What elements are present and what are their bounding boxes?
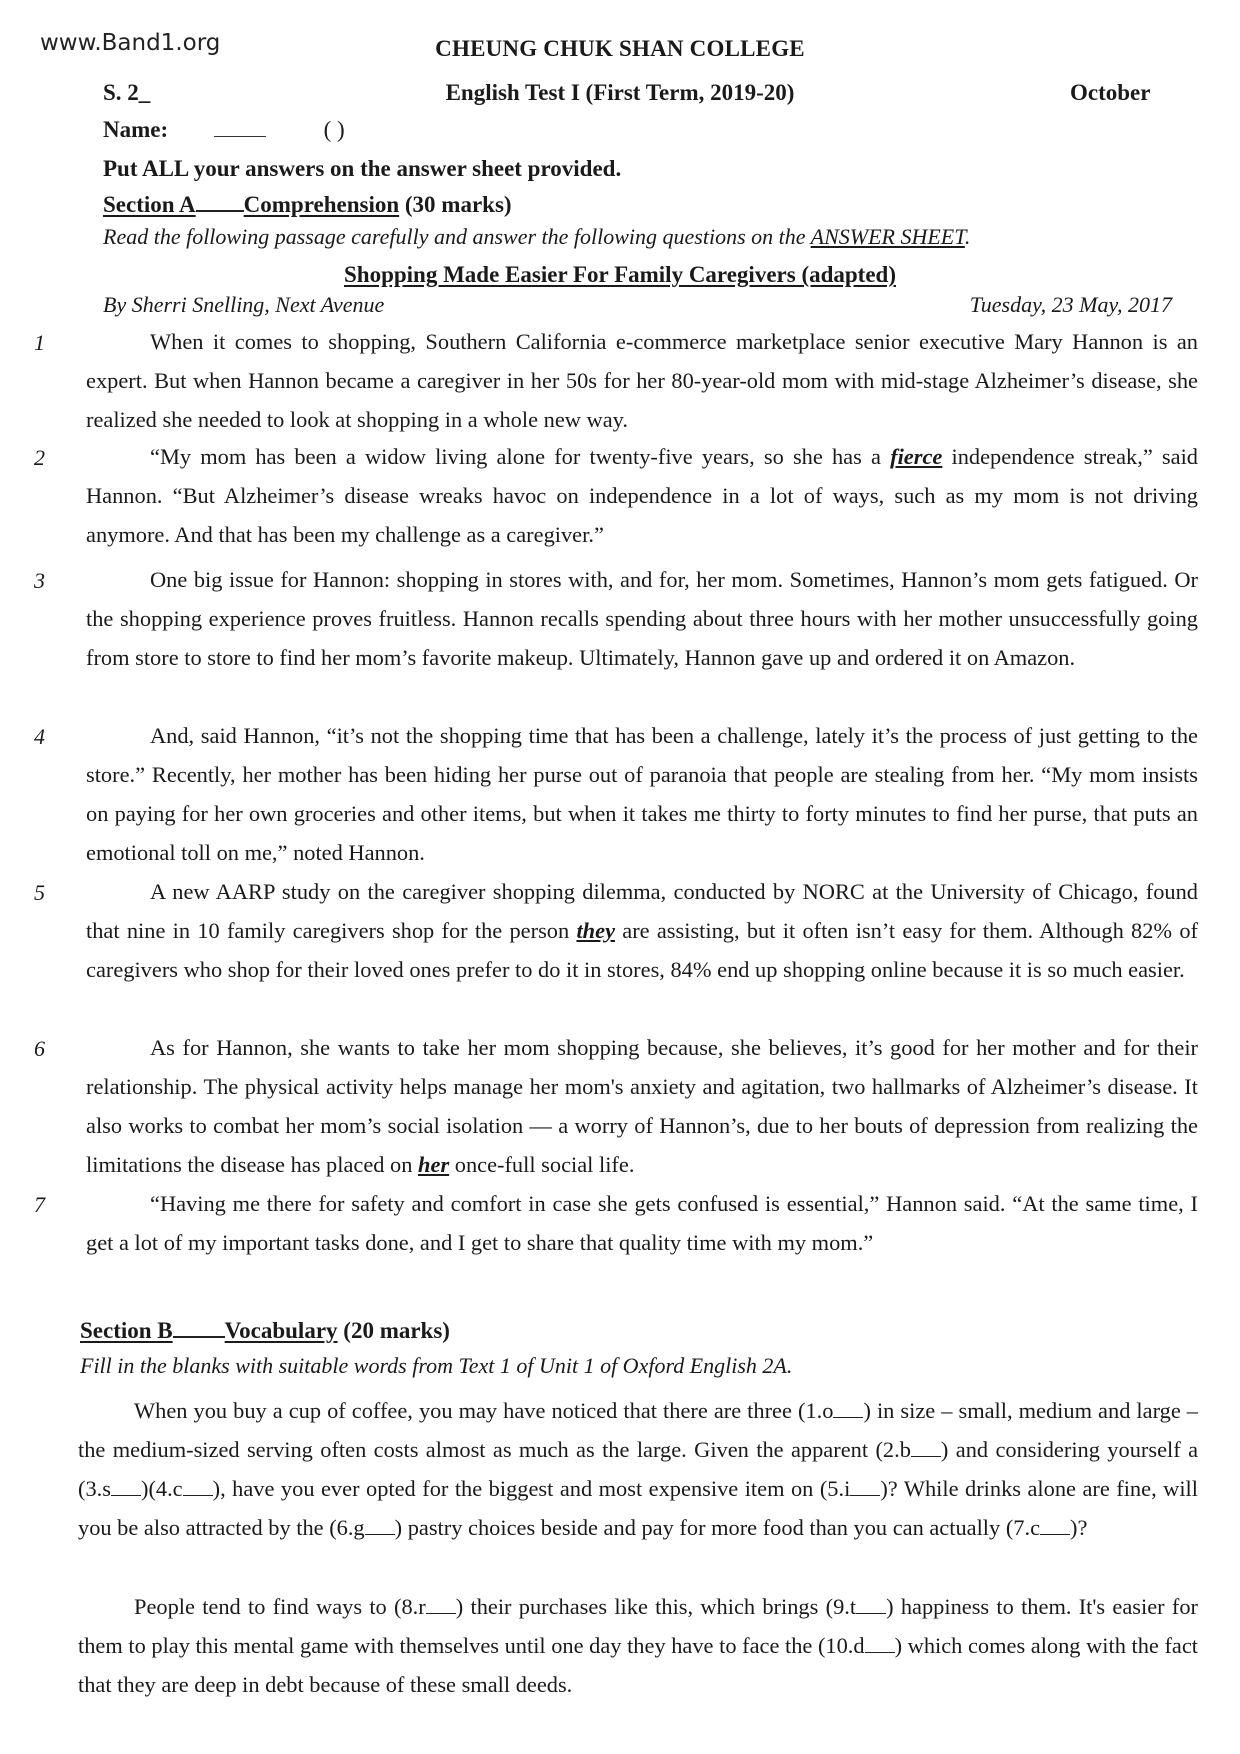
blank-line	[365, 1520, 395, 1535]
paren: )	[1070, 1515, 1078, 1540]
paragraph-text: As for Hannon, she wants to take her mom shopping because, she believes, it’s good for her mother and for their relationship. The physical activity helps manage her mom's anxiety and agitation, two hallmarks of Alzheimer’s disease. It also works to combat her mom’s social isolation — a worry of Hannon’s, due to her bouts of depression from realizing the limitations the disease has placed on	[86, 1035, 1198, 1177]
paragraph-number: 3	[34, 568, 45, 593]
paren: )	[394, 1515, 403, 1540]
instruction-end: .	[964, 224, 971, 249]
paragraph-number: 6	[34, 1036, 45, 1061]
paragraph-6	[86, 1028, 1198, 1184]
watermark: www.Band1.org	[40, 30, 221, 56]
paragraph-text: A new AARP study on the caregiver shopping dilemma, conducted by NORC at the University of Chicago, found that nine in 10 family caregivers shop for the person	[86, 879, 1198, 943]
text: ?	[1077, 1515, 1088, 1540]
school-name: CHEUNG CHUK SHAN COLLEGE	[435, 36, 805, 61]
article-title: Shopping Made Easier For Family Caregivers (adapted)	[344, 262, 896, 287]
blank-line	[111, 1481, 141, 1496]
text: and considering yourself a	[948, 1437, 1199, 1462]
blank-hint: (5.i	[819, 1476, 851, 1501]
paragraph-number: 2	[34, 445, 45, 470]
paren: )	[886, 1594, 894, 1619]
name-blank	[214, 118, 266, 137]
blank-hint: (6.g	[329, 1515, 365, 1540]
text: in size – small, medium and large – the medium-sized serving often costs almost as much as the large. Given the apparent	[78, 1398, 1199, 1462]
blank-line	[426, 1599, 456, 1614]
blank-7[interactable]	[1006, 1515, 1078, 1540]
section-a-topic: Comprehension	[243, 192, 400, 217]
emphasized-word-they: they	[576, 918, 616, 943]
blank-line	[911, 1442, 941, 1457]
paren: )	[140, 1476, 149, 1501]
paren: )	[863, 1398, 871, 1423]
section-b-label: Section B	[80, 1318, 173, 1343]
paragraph-1: When it comes to shopping, Southern California e-commerce marketplace senior executive Mary Hannon is an expert. But when Hannon became a caregiver in her 50s for her 80-year-old mom with mid-stage Alzheimer’s disease, she realized she needed to look at shopping in a whole new way.	[86, 329, 1198, 432]
emphasized-word-fierce: fierce	[890, 444, 943, 469]
general-instruction: Put ALL your answers on the answer sheet provided.	[103, 156, 622, 181]
blank-hint: (7.c	[1005, 1515, 1041, 1540]
section-b-instruction: Fill in the blanks with suitable words from Text 1 of Unit 1 of Oxford English 2A.	[80, 1353, 793, 1378]
text: which comes along with the fact that they are deep in debt because of these small deeds.	[78, 1633, 1199, 1697]
paragraph-number: 4	[34, 724, 45, 749]
blank-hint: (10.d	[817, 1633, 865, 1658]
text: When you buy a cup of coffee, you may have noticed that there are three	[134, 1398, 798, 1423]
paren: )	[940, 1437, 949, 1462]
section-a-instruction	[103, 224, 970, 250]
blank-2[interactable]	[875, 1437, 948, 1462]
blank-line	[833, 1403, 863, 1418]
blank-5[interactable]	[820, 1476, 888, 1501]
text: , have you ever opted for the biggest and most expensive item on	[220, 1476, 820, 1501]
section-b-topic: Vocabulary	[224, 1318, 338, 1343]
paragraph-2	[86, 437, 1198, 554]
paren: )	[894, 1633, 903, 1658]
section-a-marks: (30 marks)	[404, 192, 512, 217]
class-number-paren: ( )	[323, 117, 345, 142]
class-label: S. 2_	[103, 80, 151, 105]
paragraph-text: “My mom has been a widow living alone for twenty-five years, so she has a	[150, 444, 891, 469]
text: People tend to find ways to	[134, 1594, 395, 1619]
blank-6[interactable]	[329, 1515, 402, 1540]
name-label: Name:	[103, 117, 169, 142]
blank-4[interactable]	[148, 1476, 220, 1501]
blank-line	[850, 1481, 880, 1496]
blank-3[interactable]	[78, 1476, 148, 1501]
blank-hint: (4.c	[148, 1476, 183, 1501]
section-b-heading	[80, 1316, 450, 1344]
underline-gap	[173, 1316, 225, 1338]
paren: )	[880, 1476, 888, 1501]
blank-line	[856, 1599, 886, 1614]
paragraph-5	[86, 872, 1198, 989]
text: their purchases like this, which brings	[463, 1594, 826, 1619]
section-a-label: Section A	[103, 192, 196, 217]
blank-line	[1040, 1520, 1070, 1535]
paragraph-7: “Having me there for safety and comfort in case she gets confused is essential,” Hannon said. “At the same time, I get a lot of my important tasks done, and I get to share that quality time with my mom.”	[86, 1191, 1198, 1255]
blank-10[interactable]	[818, 1633, 902, 1658]
paragraph-number: 1	[34, 330, 45, 355]
paragraph-3: One big issue for Hannon: shopping in stores with, and for, her mom. Sometimes, Hannon’s mom gets fatigued. Or the shopping experience proves fruitless. Hannon recalls spending about three hours with her mother unsuccessfully going from store to store to find her mom’s favorite makeup. Ultimately, Hannon gave up and ordered it on Amazon.	[86, 567, 1198, 670]
blank-hint: (2.b	[875, 1437, 911, 1462]
blank-hint: (3.s	[78, 1476, 111, 1501]
test-title: English Test I (First Term, 2019-20)	[445, 80, 795, 105]
paren: )	[455, 1594, 464, 1619]
article-byline: By Sherri Snelling, Next Avenue	[103, 292, 385, 317]
name-line	[103, 117, 345, 143]
paragraph-4: And, said Hannon, “it’s not the shopping time that has been a challenge, lately it’s the process of just getting to the store.” Recently, her mother has been hiding her purse out of paranoia that people are stealing from her. “My mom insists on paying for her own groceries and other items, but when it takes me thirty to forty minutes to find her purse, that puts an emotional toll on me,” noted Hannon.	[86, 723, 1198, 865]
vocabulary-paragraph-2	[78, 1587, 1198, 1704]
blank-9[interactable]	[826, 1594, 894, 1619]
blank-1[interactable]	[798, 1398, 871, 1423]
section-b-marks: (20 marks)	[343, 1318, 450, 1343]
section-a-heading	[103, 190, 512, 218]
text: happiness to them. It's easier for them to play this mental game with themselves until one day they have to face the	[78, 1594, 1198, 1658]
test-month: October	[1070, 80, 1151, 105]
instruction-text: Read the following passage carefully and answer the following questions on the	[103, 224, 811, 249]
paragraph-text: once-full social life.	[449, 1152, 635, 1177]
paragraph-text: are assisting, but it often isn’t easy for them. Although 82% of caregivers who shop for their loved ones prefer to do it in stores, 84% end up shopping online because it is so much easier.	[86, 918, 1198, 982]
paragraph-number: 7	[34, 1192, 45, 1217]
blank-hint: (1.o	[797, 1398, 834, 1423]
text: ? While drinks alone are fine, will you be also attracted by the	[78, 1476, 1198, 1540]
blank-hint: (9.t	[825, 1594, 857, 1619]
underline-gap	[196, 190, 244, 212]
paren: )	[212, 1476, 221, 1501]
blank-hint: (8.r	[394, 1594, 426, 1619]
blank-line	[865, 1638, 895, 1653]
vocabulary-paragraph-1	[78, 1391, 1198, 1547]
paragraph-text: independence streak,” said Hannon. “But Alzheimer’s disease wreaks havoc on independence in a lot of ways, such as my mom is not driving anymore. And that has been my challenge as a caregiver.”	[86, 444, 1198, 547]
paragraph-number: 5	[34, 880, 45, 905]
blank-line	[183, 1481, 213, 1496]
article-date: Tuesday, 23 May, 2017	[969, 292, 1172, 317]
blank-8[interactable]	[394, 1594, 463, 1619]
emphasized-word-her: her	[418, 1152, 450, 1177]
answer-sheet-ref: ANSWER SHEET	[810, 224, 965, 249]
text: pastry choices beside and pay for more food than you can actually	[402, 1515, 1006, 1540]
